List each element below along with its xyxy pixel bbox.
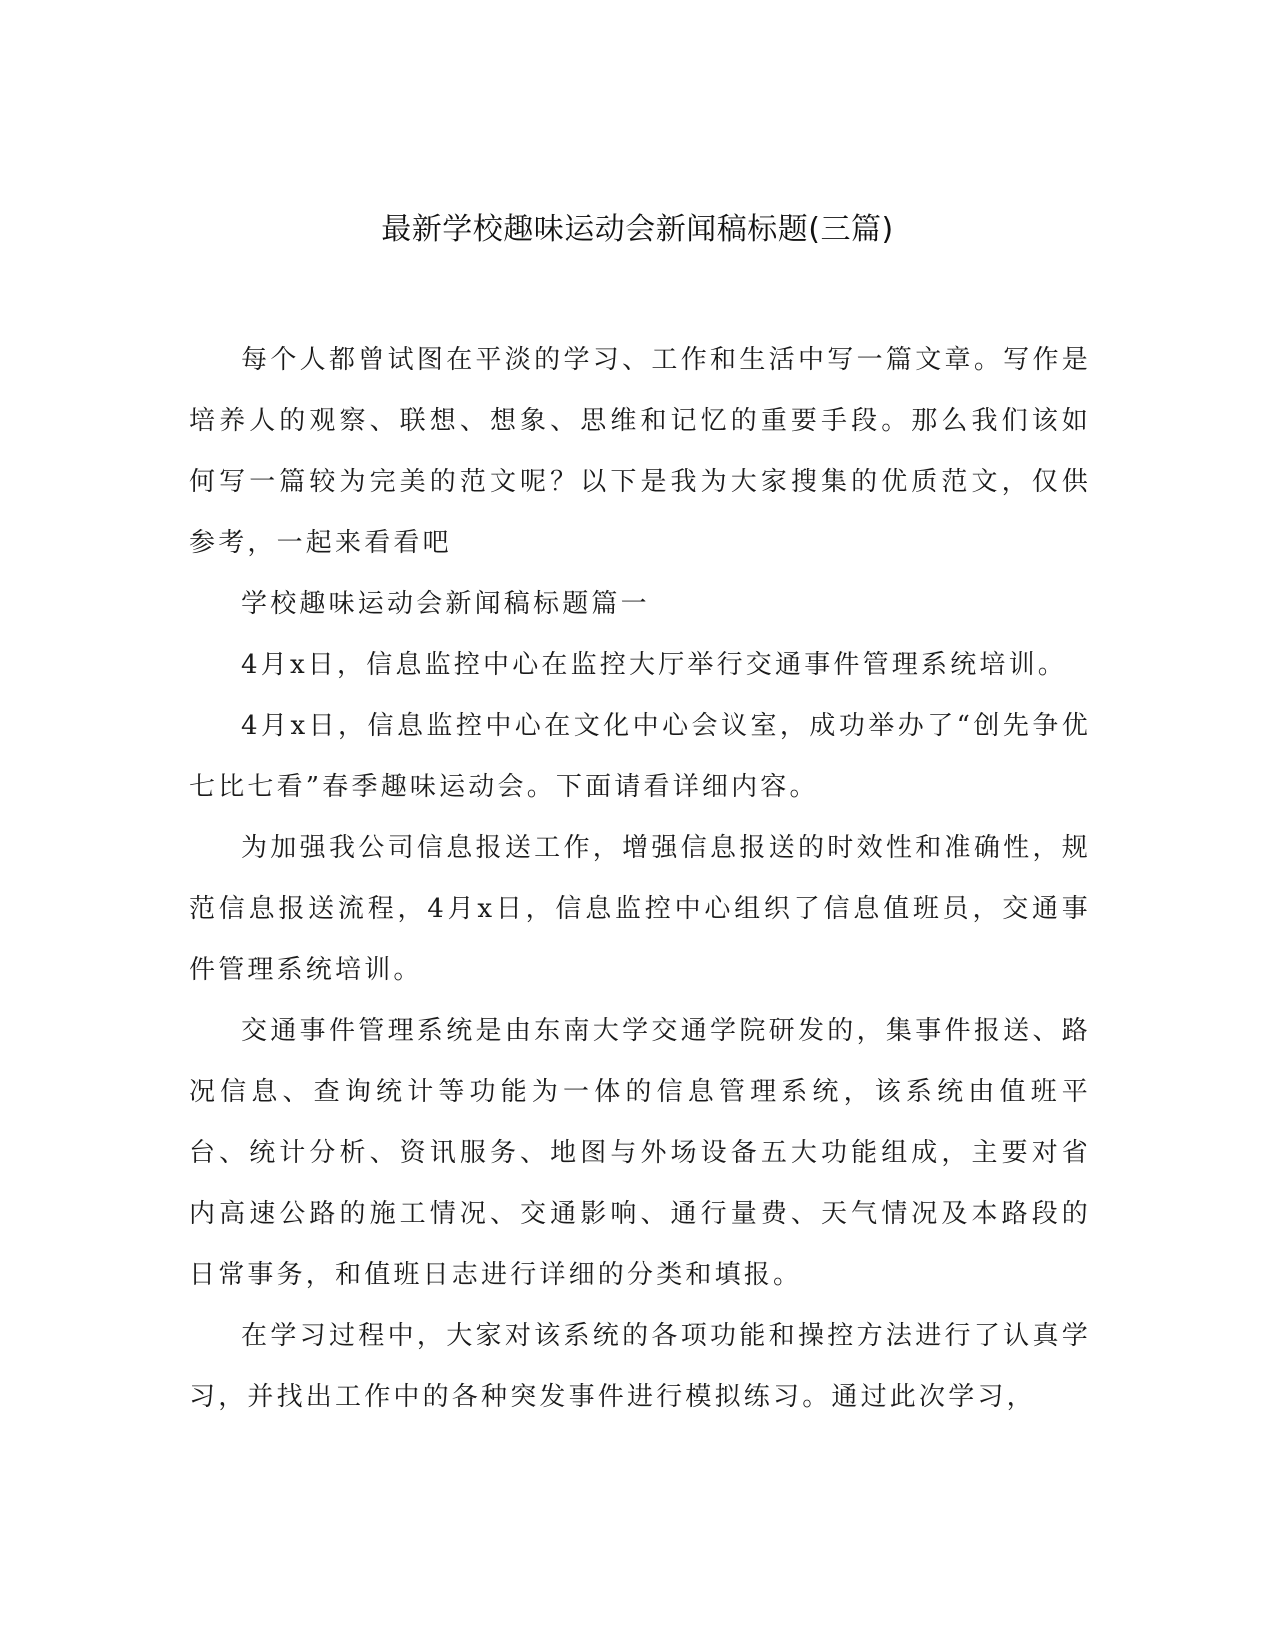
paragraph: 4月x日，信息监控中心在监控大厅举行交通事件管理系统培训。: [241, 650, 1068, 680]
paragraph: 在学习过程中，大家对该系统的各项功能和操控方法进行了认真学习，并找出工作中的各种突发事件进行模拟练习。通过此次学习，: [189, 1321, 1091, 1412]
paragraph: 交通事件管理系统是由东南大学交通学院研发的，集事件报送、路况信息、查询统计等功能为一体的信息管理系统，该系统由值班平台、统计分析、资讯服务、地图与外场设备五大功能组成，主要对省内高速公路的施工情况、交通影响、通行量费、天气情况及本路段的日常事务，和值班日志进行详细的分类和填报。: [189, 1016, 1091, 1290]
paragraph: 为加强我公司信息报送工作，增强信息报送的时效性和准确性，规范信息报送流程，4月x日，信息监控中心组织了信息值班员，交通事件管理系统培训。: [189, 833, 1091, 985]
document-title: 最新学校趣味运动会新闻稿标题(三篇): [381, 212, 894, 247]
section-heading: 学校趣味运动会新闻稿标题篇一: [241, 589, 650, 619]
paragraph-intro: 每个人都曾试图在平淡的学习、工作和生活中写一篇文章。写作是培养人的观察、联想、想象、思维和记忆的重要手段。那么我们该如何写一篇较为完美的范文呢？以下是我为大家搜集的优质范文，仅供参考，一起来看看吧: [189, 345, 1091, 558]
paragraph: 4月x日，信息监控中心在文化中心会议室，成功举办了“创先争优七比七看”春季趣味运动会。下面请看详细内容。: [189, 711, 1091, 802]
document-body: [189, 330, 1091, 1428]
